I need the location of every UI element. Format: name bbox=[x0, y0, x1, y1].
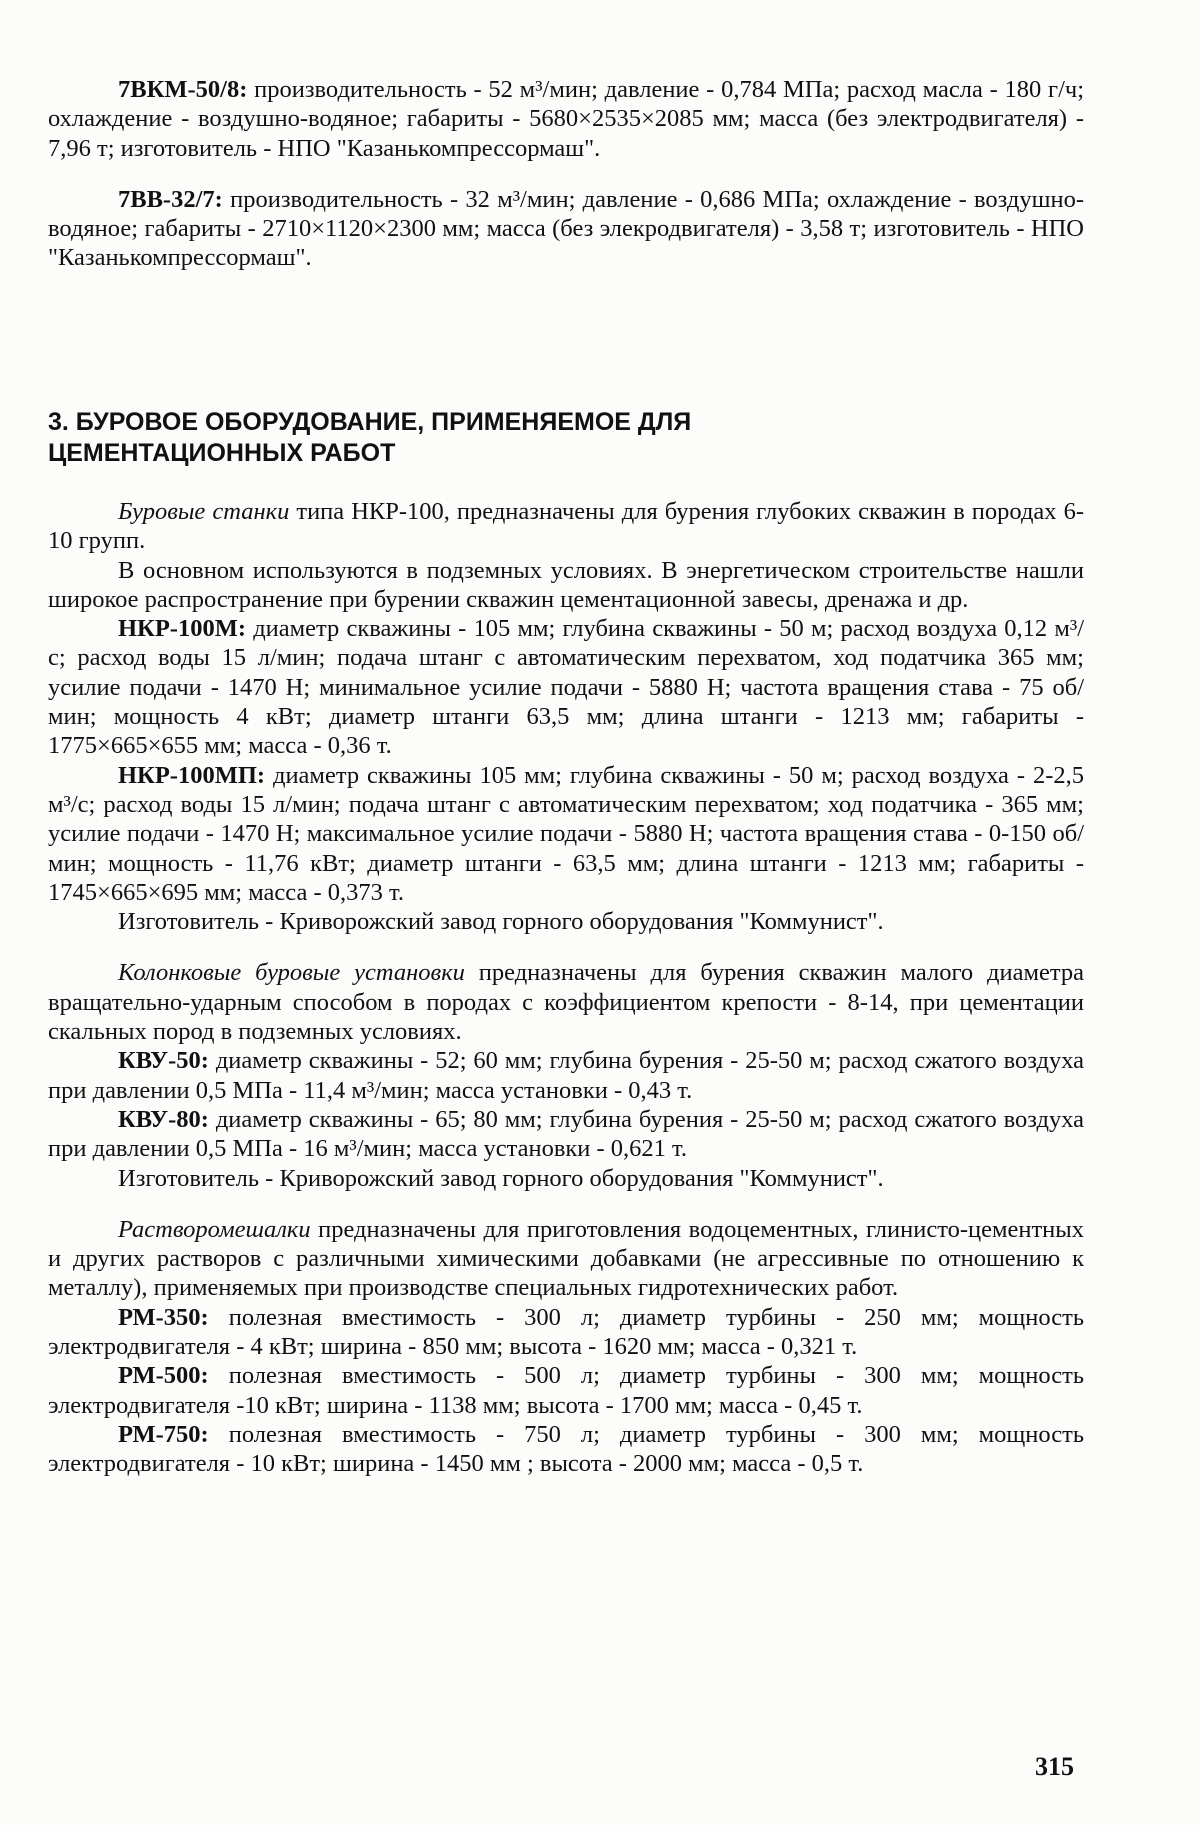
spec-text: полезная вместимость - 300 л; диаметр турбины - 250 мм; мощность электродвигателя - 4 кВт; ширина - 850 мм; высота - 1620 мм; масса - 0,321 т. bbox=[48, 1303, 1085, 1361]
paragraph-column-maker: Изготовитель - Криворожский завод горного оборудования "Коммунист". bbox=[118, 1164, 884, 1192]
paragraph-7vv-32-7 bbox=[48, 185, 1084, 273]
paragraph-mixer-intro bbox=[48, 1215, 1084, 1303]
spec-text: диаметр скважины - 105 мм; глубина скважины - 50 м; расход воздуха 0,12 м³/с; расход воды 15 л/мин; подача штанг с автоматическим перехватом, ход податчика 365 мм; усилие подачи - 1470 Н; минимальное усилие подачи - 5880 Н; частота вращения става - 75 об/мин; мощность 4 кВт; диаметр штанги 63,5 мм; длина штанги - 1213 мм; габариты - 1775×665×655 мм; масса - 0,36 т. bbox=[48, 615, 1085, 760]
section-heading-line2: ЦЕМЕНТАЦИОННЫХ РАБОТ bbox=[48, 439, 396, 467]
model-name: РМ-500: bbox=[118, 1362, 209, 1390]
model-name: КВУ-50: bbox=[118, 1047, 209, 1075]
model-name: РМ-750: bbox=[118, 1420, 209, 1448]
model-name: НКР-100М: bbox=[118, 615, 246, 643]
model-name: 7ВВ-32/7: bbox=[118, 185, 223, 213]
section-heading bbox=[48, 407, 1084, 469]
body-text: предназначены для приготовления водоцементных, глинисто-цементных и других растворов с различными химическими добавками (не агрессивные по отношению к металлу), применяемых при производстве специальных гидротехнических работ. bbox=[48, 1215, 1084, 1302]
paragraph-7vkm-50-8 bbox=[48, 75, 1084, 163]
spec-text: производительность - 32 м³/мин; давление - 0,686 МПа; охлаждение - воздушно-водяное; габариты - 2710×1120×2300 мм; масса (без элекродвигателя) - 3,58 т; изготовитель - НПО "Казанькомпрессормаш". bbox=[48, 185, 1085, 272]
spec-text: диаметр скважины 105 мм; глубина скважины - 50 м; расход воздуха - 2-2,5 м³/с; расход воды 15 л/мин; подача штанг с автоматическим перехватом; ход податчика - 365 мм; усилие подачи - 1470 Н; максимальное усилие подачи - 5880 Н; частота вращения става - 0-150 об/мин; мощность - 11,76 кВт; диаметр штанги - 63,5 мм; длина штанги - 1213 мм; габариты - 1745×665×695 мм; масса - 0,373 т. bbox=[48, 761, 1084, 906]
model-name: РМ-350: bbox=[118, 1303, 209, 1331]
spec-text: диаметр скважины - 65; 80 мм; глубина бурения - 25-50 м; расход сжатого воздуха при давлении 0,5 МПа - 16 м³/мин; масса установки - 0,621 т. bbox=[48, 1105, 1084, 1163]
term: Растворомешалки bbox=[118, 1215, 311, 1243]
paragraph-drill-intro bbox=[48, 497, 1084, 556]
paragraph-rm-500 bbox=[48, 1361, 1084, 1420]
spec-text: полезная вместимость - 500 л; диаметр турбины - 300 мм; мощность электродвигателя -10 кВт; ширина - 1138 мм; высота - 1700 мм; масса - 0,45 т. bbox=[48, 1362, 1085, 1419]
model-name: 7ВКМ-50/8: bbox=[118, 76, 248, 103]
spec-text: полезная вместимость - 750 л; диаметр турбины - 300 мм; мощность электродвигателя - 10 кВт; ширина - 1450 мм ; высота - 2000 мм; масса - 0,5 т. bbox=[48, 1420, 1085, 1478]
section-heading-line1: 3. БУРОВОЕ ОБОРУДОВАНИЕ, ПРИМЕНЯЕМОЕ ДЛЯ bbox=[48, 408, 692, 436]
paragraph-kvu-50 bbox=[48, 1046, 1084, 1105]
paragraph-drill-usage: В основном используются в подземных условиях. В энергетическом строительстве нашли широкое распространение при бурении скважин цементационной завесы, дренажа и др. bbox=[48, 556, 1084, 613]
page-number: 315 bbox=[1035, 1752, 1074, 1781]
body-text: типа НКР-100, предназначены для бурения глубоких скважин в породах 6-10 групп. bbox=[48, 498, 1084, 555]
model-name: НКР-100МП: bbox=[118, 761, 266, 789]
paragraph-column-intro bbox=[48, 958, 1084, 1046]
body-text: предназначены для бурения скважин малого диаметра вращательно-ударным способом в породах с коэффициентом крепости - 8-14, при цементации скальных пород в подземных условиях. bbox=[48, 959, 1084, 1046]
paragraph-kvu-80 bbox=[48, 1105, 1084, 1164]
term: Колонковые буровые установки bbox=[118, 959, 465, 987]
term: Буровые станки bbox=[118, 498, 290, 525]
paragraph-rm-750 bbox=[48, 1420, 1084, 1479]
compressor-specs bbox=[48, 75, 1084, 273]
spec-text: производительность - 52 м³/мин; давление - 0,784 МПа; расход масла - 180 г/ч; охлаждение - воздушно-водяное; габариты - 5680×2535×2085 мм; масса (без электродвигателя) - 7,96 т; изготовитель - НПО "Казанькомпрессормаш". bbox=[48, 76, 1085, 162]
paragraph-nkr-100mp bbox=[48, 761, 1084, 907]
paragraph-drill-maker: Изготовитель - Криворожский завод горного оборудования "Коммунист". bbox=[118, 908, 884, 936]
paragraph-nkr-100m bbox=[48, 614, 1084, 760]
model-name: КВУ-80: bbox=[118, 1105, 209, 1133]
section-body bbox=[48, 497, 1084, 1479]
spec-text: диаметр скважины - 52; 60 мм; глубина бурения - 25-50 м; расход сжатого воздуха при давлении 0,5 МПа - 11,4 м³/мин; масса установки - 0,43 т. bbox=[48, 1047, 1084, 1104]
paragraph-rm-350 bbox=[48, 1303, 1084, 1362]
